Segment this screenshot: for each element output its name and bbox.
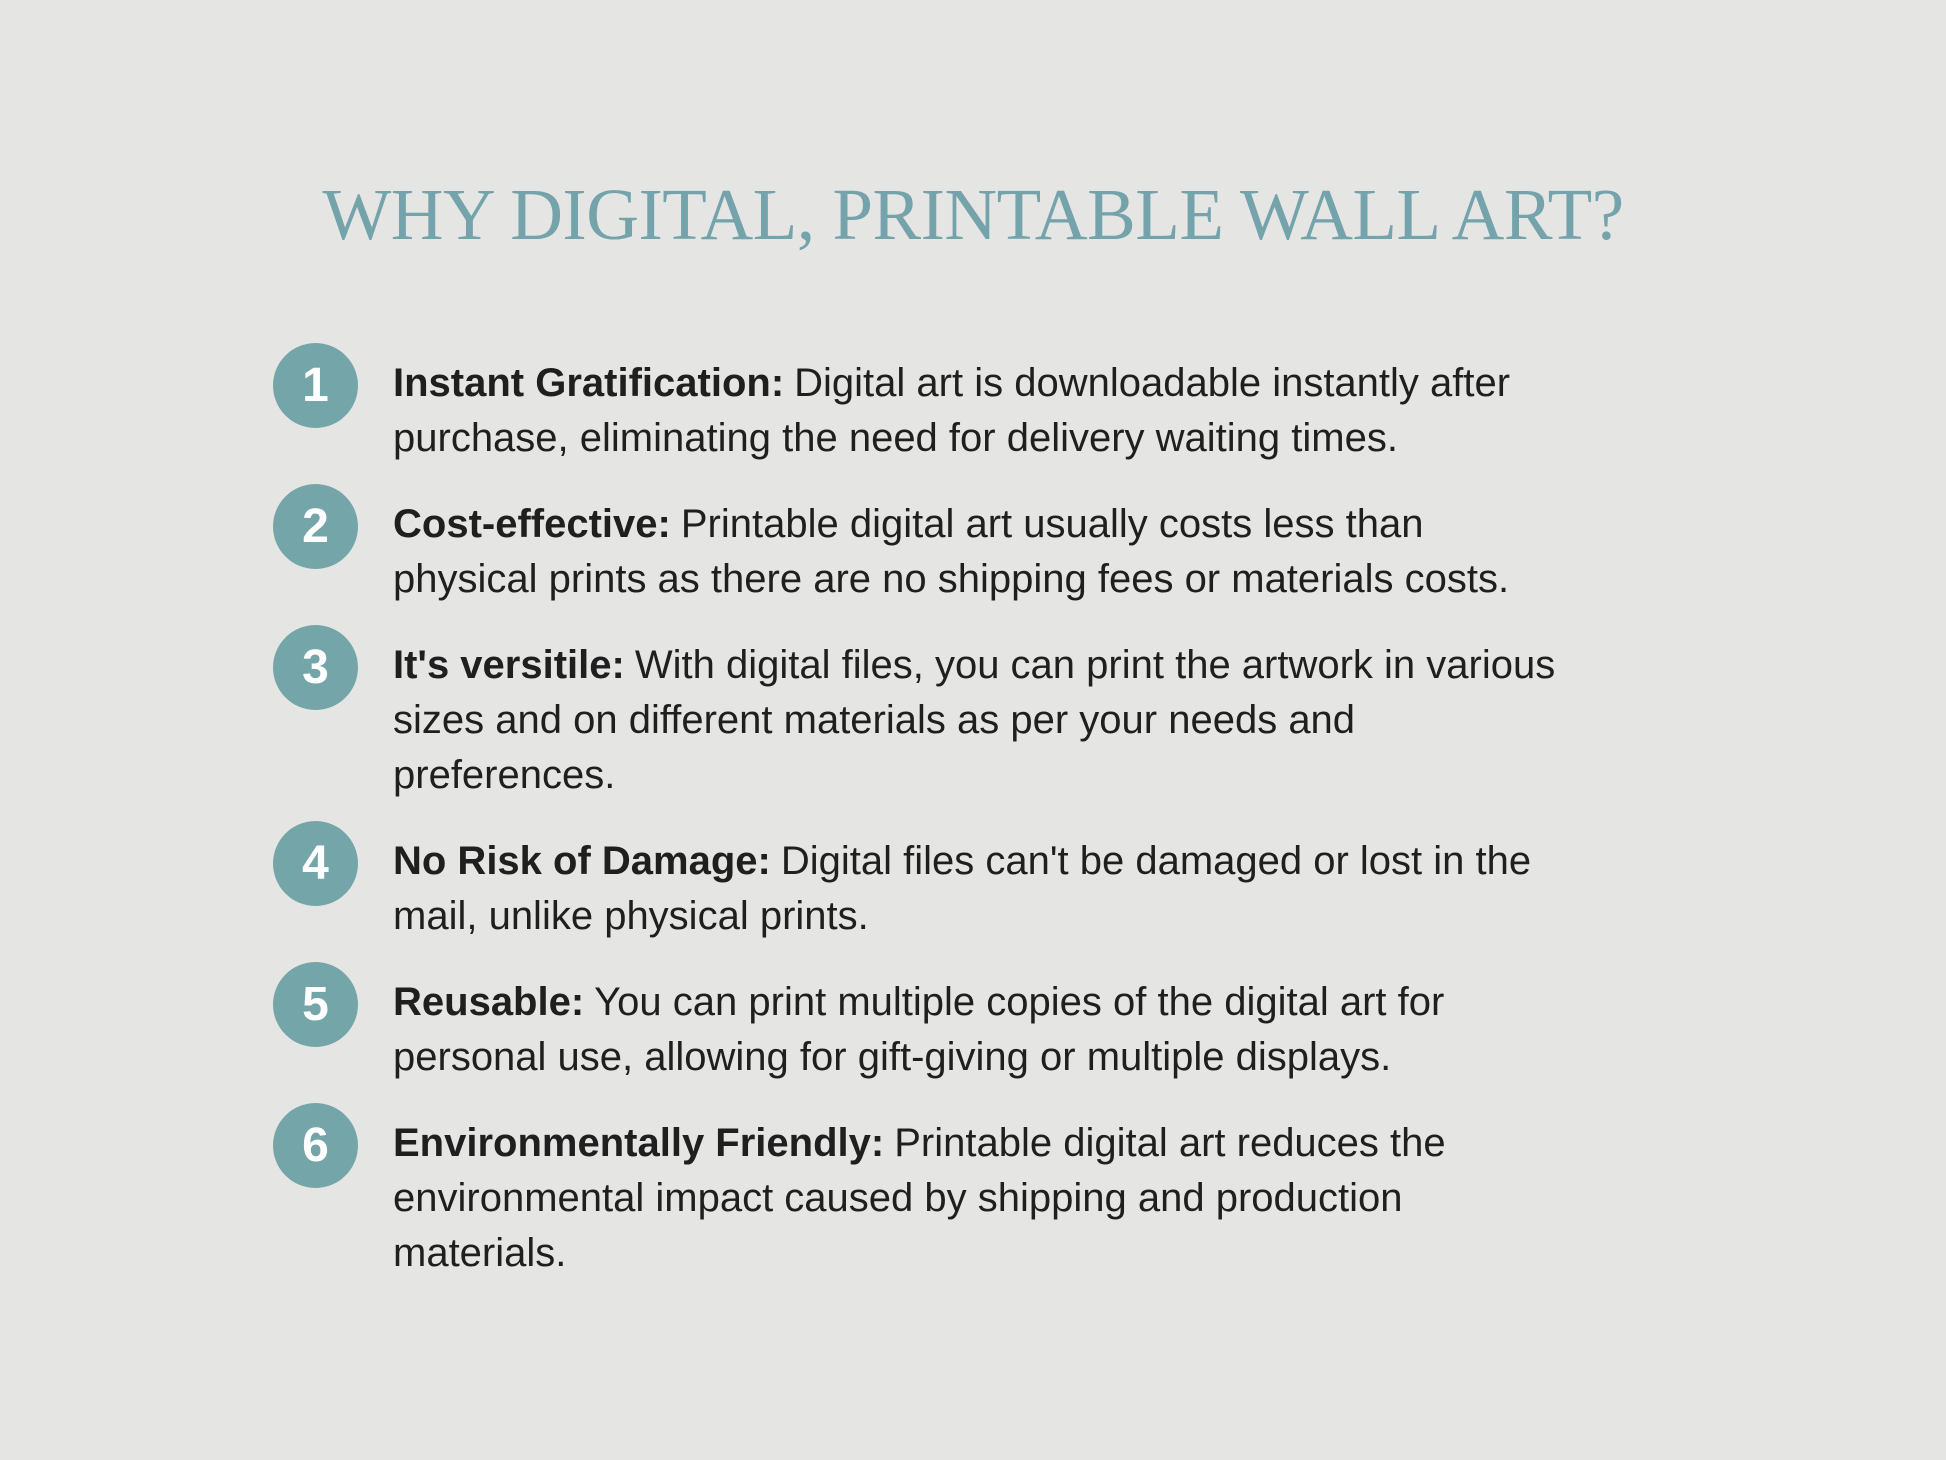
badge-number: 1 [302, 358, 329, 412]
benefits-list [273, 343, 1555, 1299]
item-text [393, 962, 1444, 1085]
item-label: It's versitile: [393, 643, 625, 687]
item-text [393, 625, 1555, 803]
item-label: Instant Gratification: [393, 361, 785, 405]
number-badge [273, 1103, 358, 1188]
item-line: sizes and on different materials as per your needs and [393, 698, 1356, 742]
item-line-text: With digital files, you can print the artwork in various [634, 643, 1556, 687]
number-badge [273, 821, 358, 906]
item-line-text: You can print multiple copies of the digital art for [594, 980, 1445, 1024]
badge-number: 5 [302, 977, 329, 1031]
item-line: preferences. [393, 753, 616, 797]
list-item [273, 625, 1555, 803]
page-title: WHY DIGITAL, PRINTABLE WALL ART? [322, 174, 1624, 255]
list-item [273, 821, 1555, 944]
list-item [273, 1103, 1555, 1281]
list-item [273, 962, 1555, 1085]
badge-number: 2 [302, 499, 329, 553]
item-line [393, 975, 1444, 1030]
item-line-text: Printable digital art reduces the [894, 1121, 1446, 1165]
number-badge [273, 625, 358, 710]
number-badge [273, 484, 358, 569]
item-line [393, 834, 1531, 889]
item-line-text: Digital files can't be damaged or lost in the [780, 839, 1532, 883]
list-item [273, 343, 1555, 466]
badge-number: 3 [302, 640, 329, 694]
item-line: personal use, allowing for gift-giving or multiple displays. [393, 1035, 1392, 1079]
badge-number: 4 [302, 836, 329, 890]
item-line [393, 497, 1509, 552]
item-text [393, 343, 1510, 466]
item-line-text: Printable digital art usually costs less than [680, 502, 1424, 546]
number-badge [273, 962, 358, 1047]
item-text [393, 1103, 1446, 1281]
item-line [393, 638, 1555, 693]
item-line [393, 356, 1510, 411]
item-line: purchase, eliminating the need for delivery waiting times. [393, 416, 1398, 460]
number-badge [273, 343, 358, 428]
item-line: mail, unlike physical prints. [393, 894, 869, 938]
item-line: physical prints as there are no shipping fees or materials costs. [393, 557, 1510, 601]
item-text [393, 484, 1509, 607]
item-label: Cost-effective: [393, 502, 671, 546]
item-label: No Risk of Damage: [393, 839, 771, 883]
item-line: materials. [393, 1231, 567, 1275]
item-text [393, 821, 1531, 944]
item-line-text: Digital art is downloadable instantly after [794, 361, 1511, 405]
list-item [273, 484, 1555, 607]
item-line [393, 1116, 1446, 1171]
item-label: Environmentally Friendly: [393, 1121, 885, 1165]
item-line: environmental impact caused by shipping and production [393, 1176, 1403, 1220]
badge-number: 6 [302, 1118, 329, 1172]
item-label: Reusable: [393, 980, 585, 1024]
